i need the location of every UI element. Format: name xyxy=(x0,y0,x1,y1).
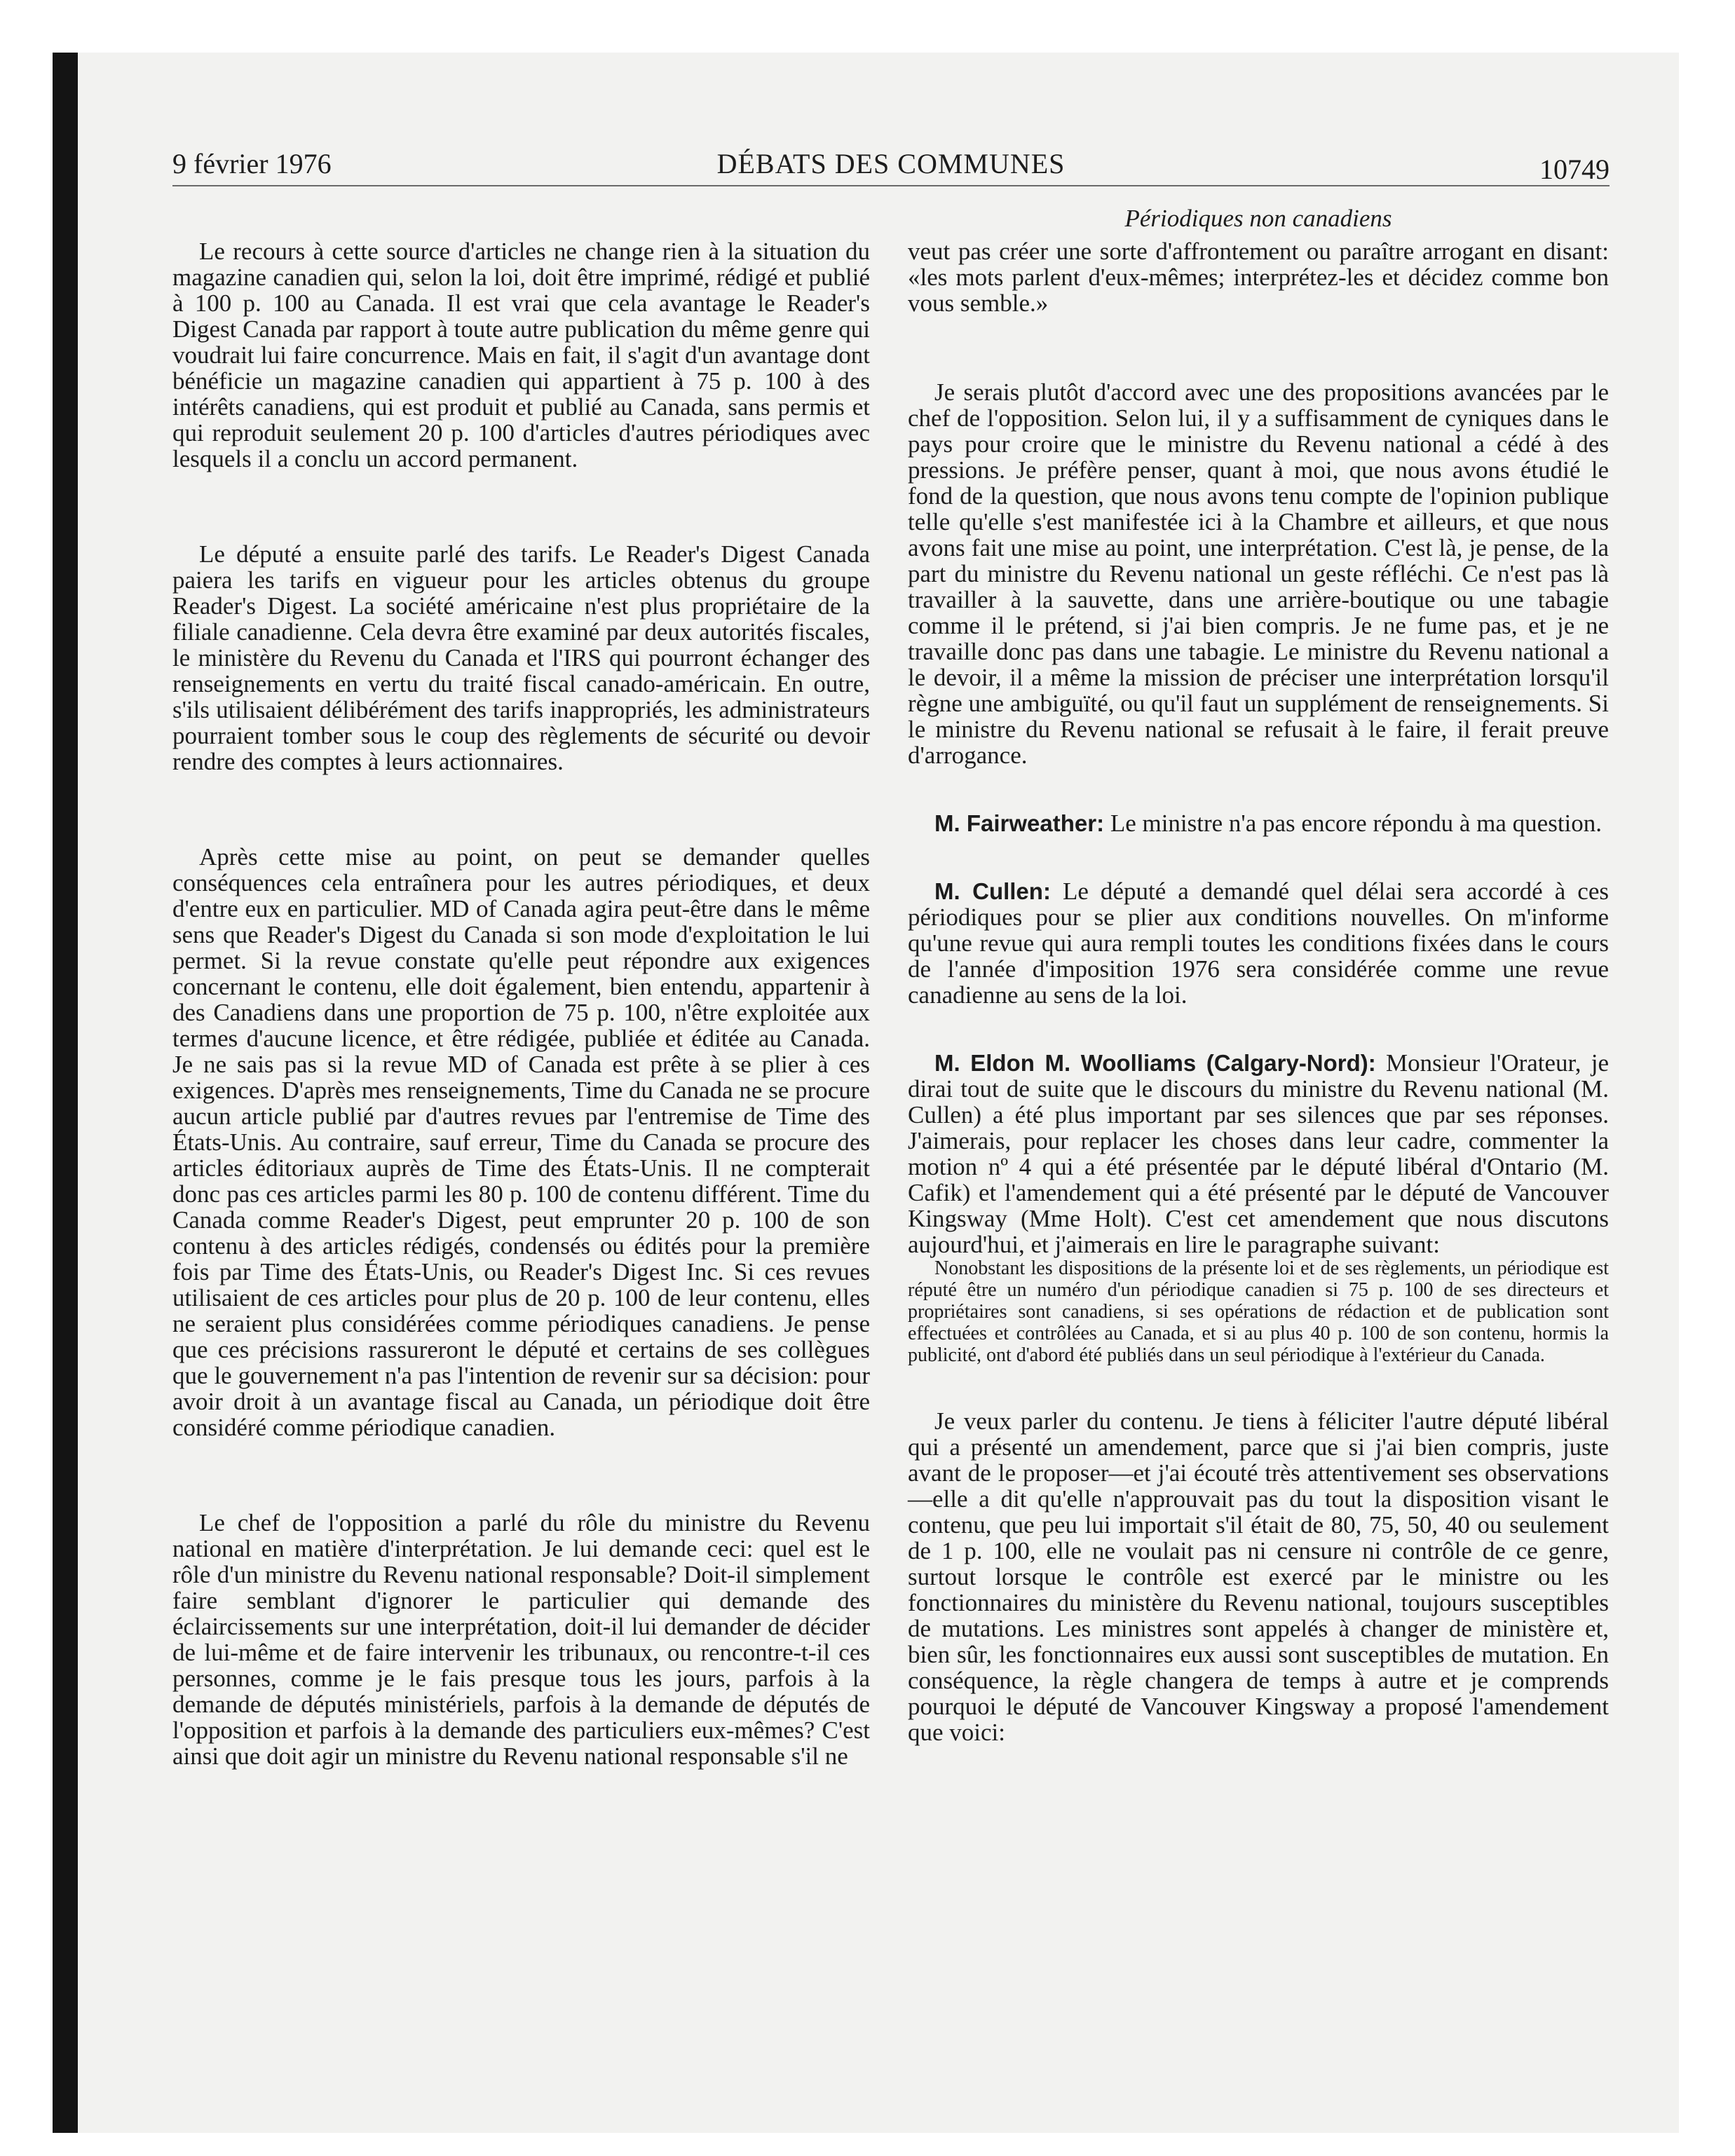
header-date: 9 février 1976 xyxy=(172,148,332,179)
paragraph: veut pas créer une sorte d'affrontement ou paraître arrogant en disant: «les mots parlent d'eux-mêmes; interprétez-les et décidez comme bon vous semble.» xyxy=(908,238,1609,317)
paragraph: Le chef de l'opposition a parlé du rôle du ministre du Revenu national en matière d'interprétation. Je lui demande ceci: quel est le rôle d'un ministre du Revenu national responsable? Doit-il simplement faire semblant d'ignorer le particulier qui demande des éclaircissements sur une interprétation, doit-il lui demander de décider de lui-même et de faire intervenir les tribunaux, ou rencontre-t-il ces personnes, comme je le fais presque tous les jours, parfois à la demande de députés ministériels, parfois à la demande de députés de l'opposition et parfois à la demande des particuliers eux-mêmes? C'est ainsi que doit agir un ministre du Revenu national responsable s'il ne xyxy=(172,1509,870,1770)
speaker-name: M. Eldon M. Woolliams (Calgary-Nord): xyxy=(934,1050,1376,1076)
paragraph: Après cette mise au point, on peut se demander quelles conséquences cela entraînera pour les autres périodiques, et deux d'entre eux en particulier. MD of Canada agira peut-être dans le même sens que Reader's Digest du Canada si son mode d'exploitation le lui permet. Si la revue constate qu'elle peut répondre aux exigences concernant le contenu, elle doit également, bien entendu, appartenir à des Canadiens dans une proportion de 75 p. 100, n'être exploitée aux termes d'aucune licence, et être rédigée, publiée et éditée au Canada. Je ne sais pas si la revue MD of Canada est prête à se plier à ces exigences. D'après mes renseignements, Time du Canada ne se procure aucun article publié par d'autres revues par l'entremise de Time des États-Unis. Au contraire, sauf erreur, Time du Canada se procure des articles éditoriaux auprès de Time des États-Unis. Il ne compterait donc pas ces articles parmi les 80 p. 100 de contenu différent. Time du Canada comme Reader's Digest, peut emprunter 20 p. 100 de son contenu à des articles rédigés, condensés ou édités pour la première fois par Time des États-Unis, ou Reader's Digest Inc. Si ces revues utilisaient de ces articles pour plus de 20 p. 100 de leur contenu, elles ne seraient plus considérées comme périodiques canadiens. Je pense que ces précisions rassureront le député et certains de ses collègues que le gouvernement n'a pas l'intention de revenir sur sa décision: pour avoir droit à un avantage fiscal au Canada, un périodique doit être considéré comme périodique canadien. xyxy=(172,843,870,1441)
speech-text: Monsieur l'Orateur, je dirai tout de suite que le discours du ministre du Revenu national (M. Cullen) a été plus important par ses silences que par ses réponses. J'aimerais, pour replacer les choses dans leur cadre, commenter la motion nº 4 qui a été présentée par le député libéral d'Ontario (M. Cafik) et l'amendement qui a été présenté par le député de Vancouver Kingsway (Mme Holt). C'est cet amendement que nous discutons aujourd'hui, et j'aimerais en lire le paragraphe suivant: xyxy=(908,1049,1609,1258)
speech-text: Le ministre n'a pas encore répondu à ma question. xyxy=(1110,810,1603,837)
paragraph: Le député a ensuite parlé des tarifs. Le Reader's Digest Canada paiera les tarifs en vigueur pour les articles obtenus du groupe Reader's Digest. La société américaine n'est plus propriétaire de la filiale canadienne. Cela devra être examiné par deux autorités fiscales, le ministère du Revenu du Canada et l'IRS qui pourront échanger des renseignements en vertu du traité fiscal canado-américain. En outre, s'ils utilisaient délibérément des tarifs inappropriés, les administrateurs pourraient tomber sous le coup des règlements de sécurité ou devoir rendre des comptes à leurs actionnaires. xyxy=(172,540,870,775)
left-column xyxy=(172,238,870,1769)
page-header xyxy=(172,147,1610,186)
page-number: 10749 xyxy=(1539,153,1610,185)
header-title: DÉBATS DES COMMUNES xyxy=(716,148,1066,179)
paragraph: Le recours à cette source d'articles ne change rien à la situation du magazine canadien qui, selon la loi, doit être imprimé, rédigé et publié à 100 p. 100 au Canada. Il est vrai que cela avantage le Reader's Digest Canada par rapport à toute autre publication du même genre qui voudrait lui faire concurrence. Mais en fait, il s'agit d'un avantage dont bénéficie un magazine canadien qui appartient à 75 p. 100 à des intérêts canadiens, qui est produit et publié au Canada, sans permis et qui reproduit seulement 20 p. 100 d'articles d'autres périodiques avec lesquels il a conclu un accord permanent. xyxy=(172,238,870,472)
paragraph: Je serais plutôt d'accord avec une des propositions avancées par le chef de l'opposition. Selon lui, il y a suffisamment de cyniques dans le pays pour croire que le ministre du Revenu national a cédé à des pressions. Je préfère penser, quant à moi, que nous avons étudié le fond de la question, que nous avons tenu compte de l'opinion publique telle qu'elle s'est manifestée ici à la Chambre et ailleurs, et que nous avons fait une mise au point, une interprétation. C'est là, je pense, de la part du ministre du Revenu national un geste réfléchi. Ce n'est pas là travailler à la sauvette, dans une arrière-boutique ou une tabagie comme il le prétend, si j'ai bien compris. Je ne fume pas, et je ne travaille donc pas dans une tabagie. Le ministre du Revenu national a le devoir, il a même la mission de préciser une interprétation lorsqu'il règne une ambiguïté, ou qu'il faut un supplément de renseignements. Si le ministre du Revenu national se refusait à le faire, il ferait preuve d'arrogance. xyxy=(908,378,1609,769)
header-rule xyxy=(172,185,1610,186)
block-quote: Nonobstant les dispositions de la présente loi et de ses règlements, un périodique est réputé être un numéro d'un périodique canadien si 75 p. 100 de ses directeurs et propriétaires sont canadiens, si ses opérations de rédaction et de publication sont effectuées et contrôlées au Canada, et si au plus 40 p. 100 de son contenu, hormis la publicité, ont d'abord été publiés dans un seul périodique à l'extérieur du Canada. xyxy=(908,1257,1609,1366)
running-head: Périodiques non canadiens xyxy=(1124,205,1392,232)
scan-margin xyxy=(0,0,53,2156)
speech xyxy=(908,878,1609,1008)
scan-border xyxy=(53,53,78,2133)
paragraph: Je veux parler du contenu. Je tiens à féliciter l'autre député libéral qui a présenté un amendement, parce que si j'ai bien compris, juste avant de le proposer—et j'ai écouté très attentivement ses observations—elle a dit qu'elle n'approuvait pas du tout la disposition visant le contenu, que peu lui importait s'il était de 80, 75, 50, 40 ou seulement de 1 p. 100, elle ne voulait pas ni censure ni contrôle de ce genre, surtout lorsque le contrôle est exercé par le ministre ou les fonctionnaires du ministère du Revenu national, toujours susceptibles de mutations. Les ministres sont appelés à changer de ministère et, bien sûr, les fonctionnaires eux aussi sont susceptibles de mutation. En conséquence, la règle changera de temps à autre et je comprends pourquoi le député de Vancouver Kingsway a proposé l'amendement que voici: xyxy=(908,1407,1609,1746)
speech xyxy=(908,1050,1609,1257)
speech xyxy=(908,810,1609,836)
speaker-name: M. Cullen: xyxy=(934,878,1051,904)
right-column xyxy=(908,238,1609,1745)
speaker-name: M. Fairweather: xyxy=(934,810,1105,836)
speech-text: Le député a demandé quel délai sera accordé à ces périodiques pour se plier aux conditions nouvelles. On m'informe qu'une revue qui aura rempli toutes les conditions fixées dans le cours de l'année d'imposition 1976 sera considérée comme une revue canadienne au sens de la loi. xyxy=(908,878,1610,1009)
